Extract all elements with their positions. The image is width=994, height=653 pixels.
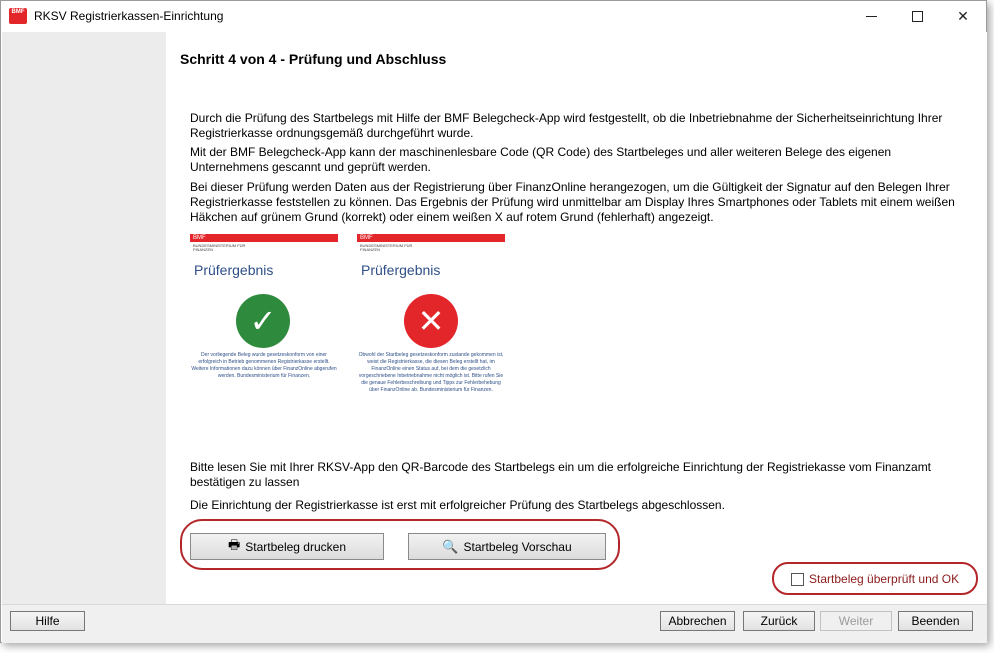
wizard-content (166, 32, 987, 604)
card-title: Prüfergebnis (361, 262, 441, 278)
back-button[interactable]: Zurück (743, 611, 815, 631)
next-button[interactable]: Weiter (820, 611, 892, 631)
minimize-icon (866, 16, 877, 17)
app-icon-label: BMF (11, 9, 25, 15)
error-x-icon: ✕ (404, 294, 458, 348)
checkmark-icon: ✓ (236, 294, 290, 348)
wizard-footer (2, 604, 987, 643)
minimize-button[interactable] (848, 1, 894, 32)
magnifier-icon: 🔍 (442, 538, 459, 554)
help-button[interactable]: Hilfe (10, 611, 85, 631)
intro-paragraph-1: Durch die Prüfung des Startbelegs mit Hilfe der BMF Belegcheck-App wird festgestellt, ob die Inbetriebnahme der Sicherheitseinrichtung Ihrer Registrierkasse ordnungsgemäß durchgeführt wurde. (190, 111, 943, 140)
intro-paragraph-3: Bei dieser Prüfung werden Daten aus der Registrierung über FinanzOnline herangezogen, um die Gültigkeit der Signatur auf den Belegen Ihrer Registrierkasse feststellen zu können. Das Ergebnis der Prüfung wird unmittelbar am Display Ihres Smartphones oder Tablets mit einem weißen Häkchen auf grünem Grund (korrekt) oder einem weißen X auf rotem Grund (fehlerhaft) angezeigt. (190, 180, 955, 224)
instruction-paragraph: Bitte lesen Sie mit Ihrer RKSV-App den QR-Barcode des Startbelegs ein um die erfolgreiche Einrichtung der Registriekasse vom Finanzamt bestätigen zu lassen (190, 460, 932, 489)
completion-note: Die Einrichtung der Registrierkasse ist erst mit erfolgreicher Prüfung des Startbelegs abgeschlossen. (190, 498, 725, 512)
verified-checkbox[interactable] (791, 573, 804, 586)
print-startbeleg-button[interactable] (190, 533, 384, 560)
result-card-error (357, 234, 505, 429)
card-ministry-label: BUNDESMINISTERIUM FÜR FINANZEN (360, 243, 413, 252)
verified-checkbox-row[interactable] (791, 572, 959, 586)
print-button-label: Startbeleg drucken (245, 539, 346, 554)
close-button[interactable] (940, 1, 986, 32)
card-description: Der vorliegende Beleg wurde gesetzeskonform von einer erfolgreich in Betrieb genommenen Registrierkasse erstellt. Weitere Informationen dazu können über FinanzOnline abgerufen werden. Bundesministerium für Finanzen. (191, 352, 337, 379)
close-icon: ✕ (957, 8, 969, 24)
card-ministry-label: BUNDESMINISTERIUM FÜR FINANZEN (193, 243, 246, 252)
intro-paragraph-2: Mit der BMF Belegcheck-App kann der maschinenlesbare Code (QR Code) des Startbeleges und aller weiteren Belege des eigenen Unternehmens gescannt und geprüft werden. (190, 145, 892, 174)
preview-button-label: Startbeleg Vorschau (463, 539, 572, 554)
cancel-button[interactable]: Abbrechen (660, 611, 735, 631)
window-title: RKSV Registrierkassen-Einrichtung (34, 9, 224, 23)
card-description: Obwohl der Startbeleg gesetzeskonform zustande gekommen ist, weist die Registrierkasse, die diesen Beleg erstellt hat, im FinanzOnline einen Status auf, bei dem die gesetzlich vorgeschriebene Inbetriebnahme nicht möglich ist. Bitte rufen Sie die genaue Fehlerbeschreibung und Tipps zur Fehlerbehebung über FinanzOnline ab. Bundesministerium für Finanzen. (358, 352, 504, 393)
card-header-bar: BMF (357, 234, 505, 242)
result-card-ok (190, 234, 338, 429)
printer-icon: 🖶 (227, 536, 241, 552)
title-bar[interactable] (1, 1, 986, 32)
maximize-icon (912, 11, 923, 22)
finish-button[interactable]: Beenden (898, 611, 973, 631)
bmf-app-icon (9, 8, 27, 24)
card-title: Prüfergebnis (194, 262, 274, 278)
step-title: Schritt 4 von 4 - Prüfung und Abschluss (180, 51, 447, 67)
wizard-sidebar (2, 32, 166, 604)
verified-checkbox-label[interactable]: Startbeleg überprüft und OK (809, 572, 960, 586)
preview-startbeleg-button[interactable] (408, 533, 606, 560)
maximize-button[interactable] (894, 1, 940, 32)
card-header-bar: BMF (190, 234, 338, 242)
